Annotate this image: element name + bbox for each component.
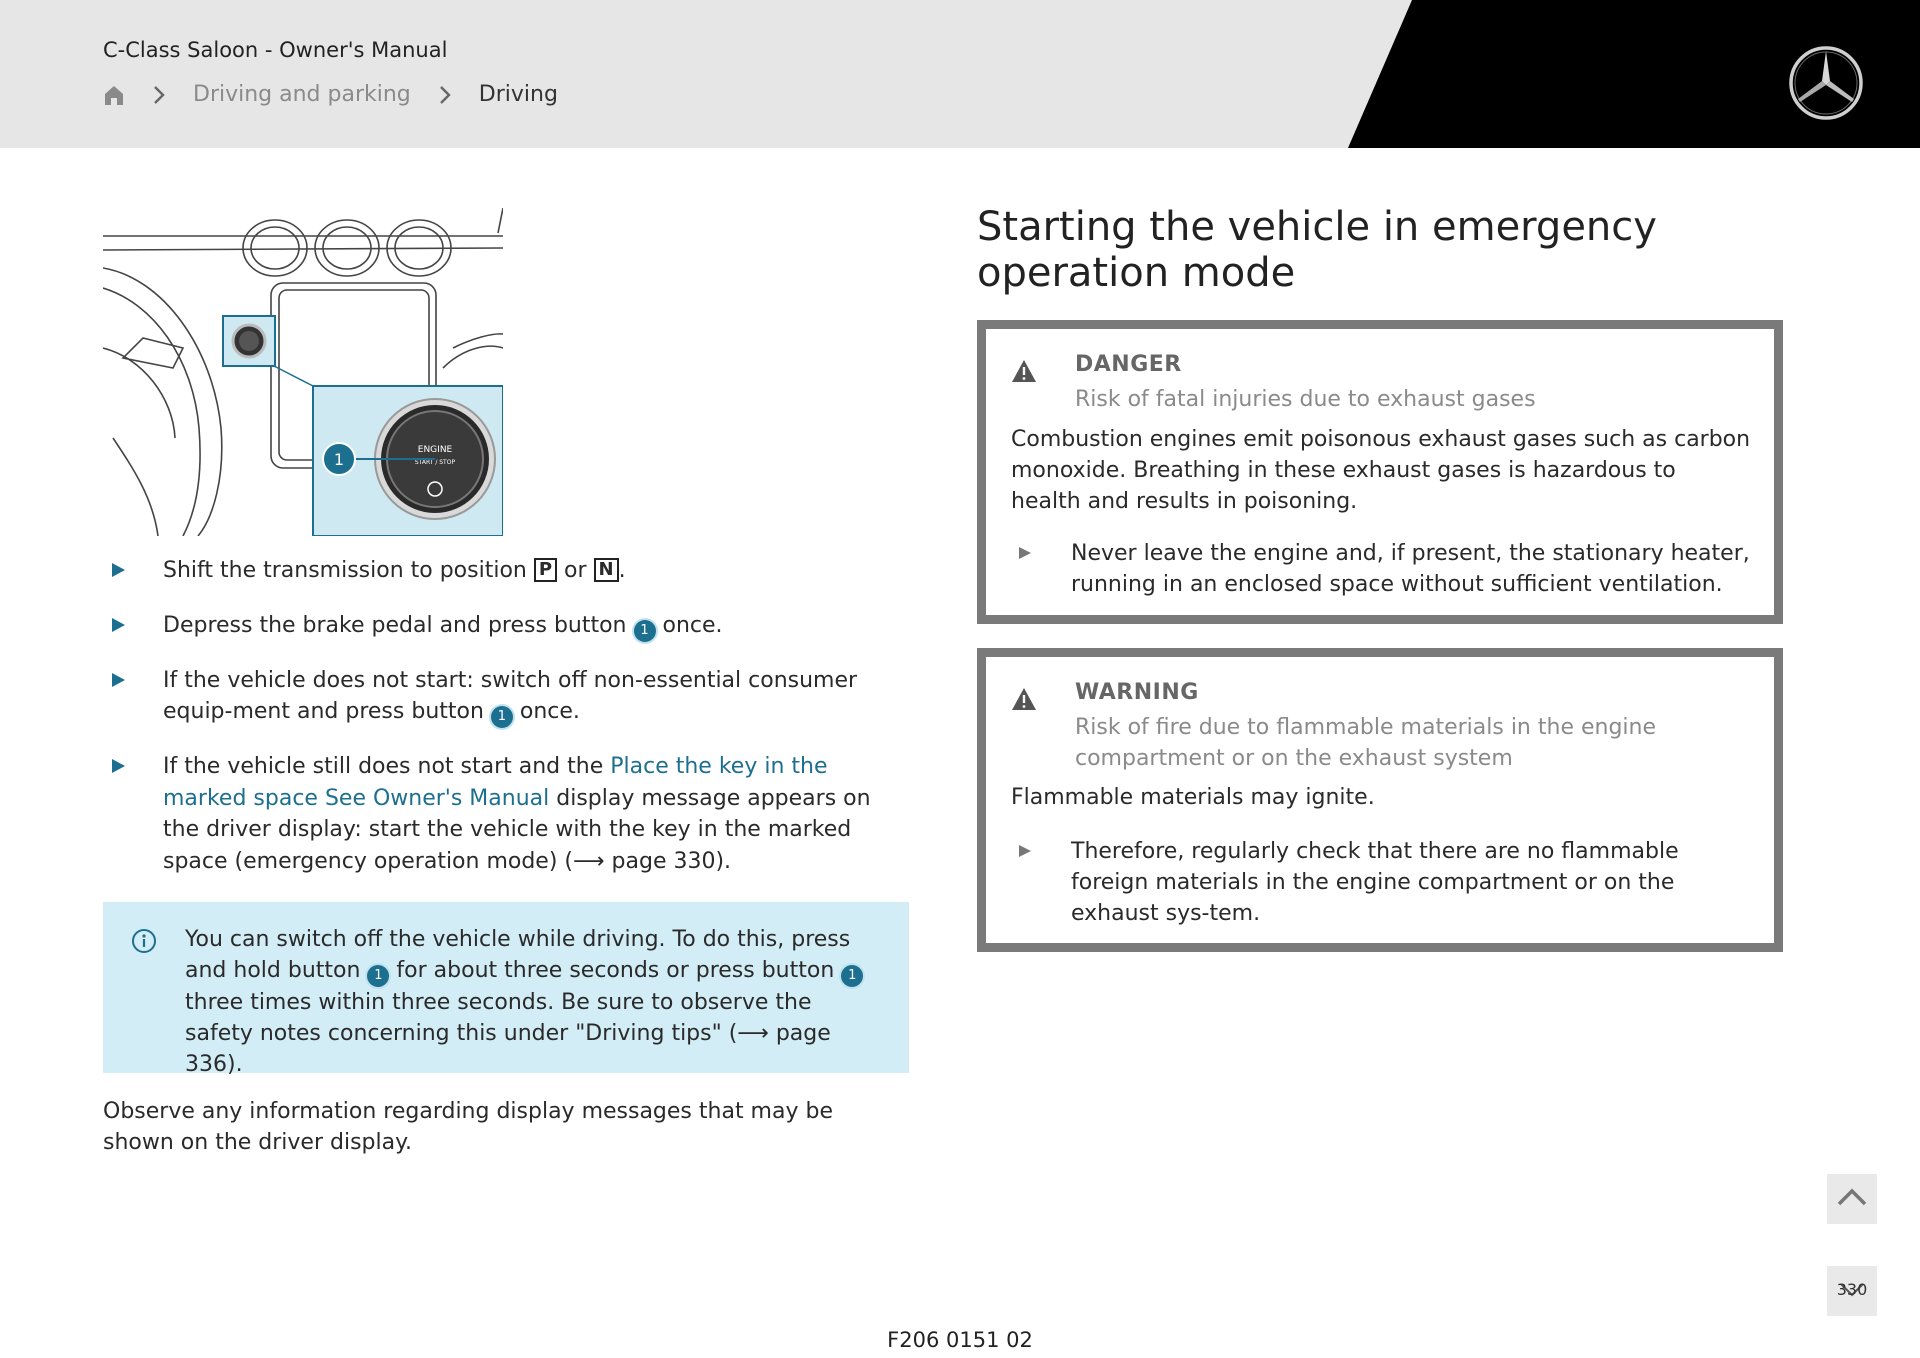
engine-start-stop-illustration — [103, 208, 503, 536]
arrow-bullet-icon — [112, 673, 125, 687]
chevron-up-icon — [1827, 1174, 1877, 1224]
list-item: If the vehicle still does not start and the Place the key in the marked space See Owner's Manual display message appears on the driver display: start the vehicle with the key in the marked space (emergency operation mode) (⟶ page 330). — [103, 751, 913, 877]
breadcrumb — [103, 82, 558, 107]
info-note — [103, 902, 909, 1077]
danger-box — [977, 320, 1783, 624]
danger-instruction: Never leave the engine and, if present, the stationary heater, running in an enclosed space without sufficient ventilation. — [1011, 538, 1751, 600]
callout-number-1: 1 — [634, 620, 656, 642]
illustration-button-label-engine: ENGINE — [417, 445, 453, 455]
warning-risk: Risk of fire due to flammable materials in the engine compartment or on the exhaust system — [1075, 715, 1657, 771]
warning-label: WARNING — [1075, 680, 1199, 705]
gear-position-p: P — [534, 558, 557, 582]
page-number-button[interactable] — [1827, 1266, 1877, 1316]
header-black-panel — [0, 0, 1920, 148]
illustration-button-label-start-stop: START / STOP — [414, 459, 456, 466]
display-message-link[interactable]: Place the key in the marked space See Owner's Manual — [163, 754, 828, 811]
illustration-callout-1: 1 — [333, 450, 345, 469]
arrow-bullet-icon — [112, 563, 125, 577]
footer-code: F206 0151 02 — [887, 1328, 1033, 1352]
procedure-steps — [103, 555, 913, 900]
scroll-to-top-button[interactable] — [1827, 1174, 1877, 1224]
document-title: C-Class Saloon - Owner's Manual — [103, 38, 448, 62]
danger-label: DANGER — [1075, 352, 1182, 377]
danger-risk: Risk of fatal injuries due to exhaust gases — [1075, 387, 1536, 412]
mercedes-star-logo — [1788, 45, 1864, 121]
warning-triangle-icon — [1011, 359, 1037, 383]
breadcrumb-item-driving[interactable]: Driving — [478, 82, 558, 107]
observe-paragraph: Observe any information regarding display messages that may be shown on the driver display. — [103, 1099, 833, 1155]
chevron-right-icon — [153, 85, 165, 105]
danger-body: Combustion engines emit poisonous exhaust gases such as carbon monoxide. Breathing in these exhaust gases is hazardous to health and results in poisoning. — [1011, 427, 1751, 514]
callout-number-1: 1 — [841, 965, 863, 987]
warning-instruction: Therefore, regularly check that there are no flammable foreign materials in the engine compartment or on the exhaust sys-tem. — [1011, 836, 1751, 929]
arrow-bullet-icon — [1019, 845, 1031, 857]
list-item: Shift the transmission to position P or N . — [103, 555, 913, 587]
callout-number-1: 1 — [491, 706, 513, 728]
gear-position-n: N — [594, 558, 619, 582]
page-number: 330 — [1836, 1280, 1868, 1299]
warning-box — [977, 648, 1783, 952]
chevron-right-icon — [439, 85, 451, 105]
list-item: If the vehicle does not start: switch off non-essential consumer equip-ment and press button 1 once. — [103, 665, 913, 729]
info-icon — [131, 928, 157, 954]
home-icon[interactable] — [103, 84, 125, 106]
arrow-bullet-icon — [112, 618, 125, 632]
arrow-bullet-icon — [112, 759, 125, 773]
arrow-bullet-icon — [1019, 547, 1031, 559]
callout-number-1: 1 — [367, 965, 389, 987]
breadcrumb-item-driving-and-parking[interactable]: Driving and parking — [193, 82, 411, 107]
page-header — [0, 0, 1920, 148]
warning-triangle-icon — [1011, 687, 1037, 711]
section-title: Starting the vehicle in emergency operation mode — [977, 204, 1657, 296]
warning-body: Flammable materials may ignite. — [1011, 785, 1375, 810]
info-text: You can switch off the vehicle while driving. To do this, press and hold button 1 for about three seconds or press button 1 three times within three seconds. Be sure to observe the safety notes concerning this under "Driving tips" (⟶ page 336). — [185, 924, 885, 1080]
list-item: Depress the brake pedal and press button 1 once. — [103, 610, 913, 642]
